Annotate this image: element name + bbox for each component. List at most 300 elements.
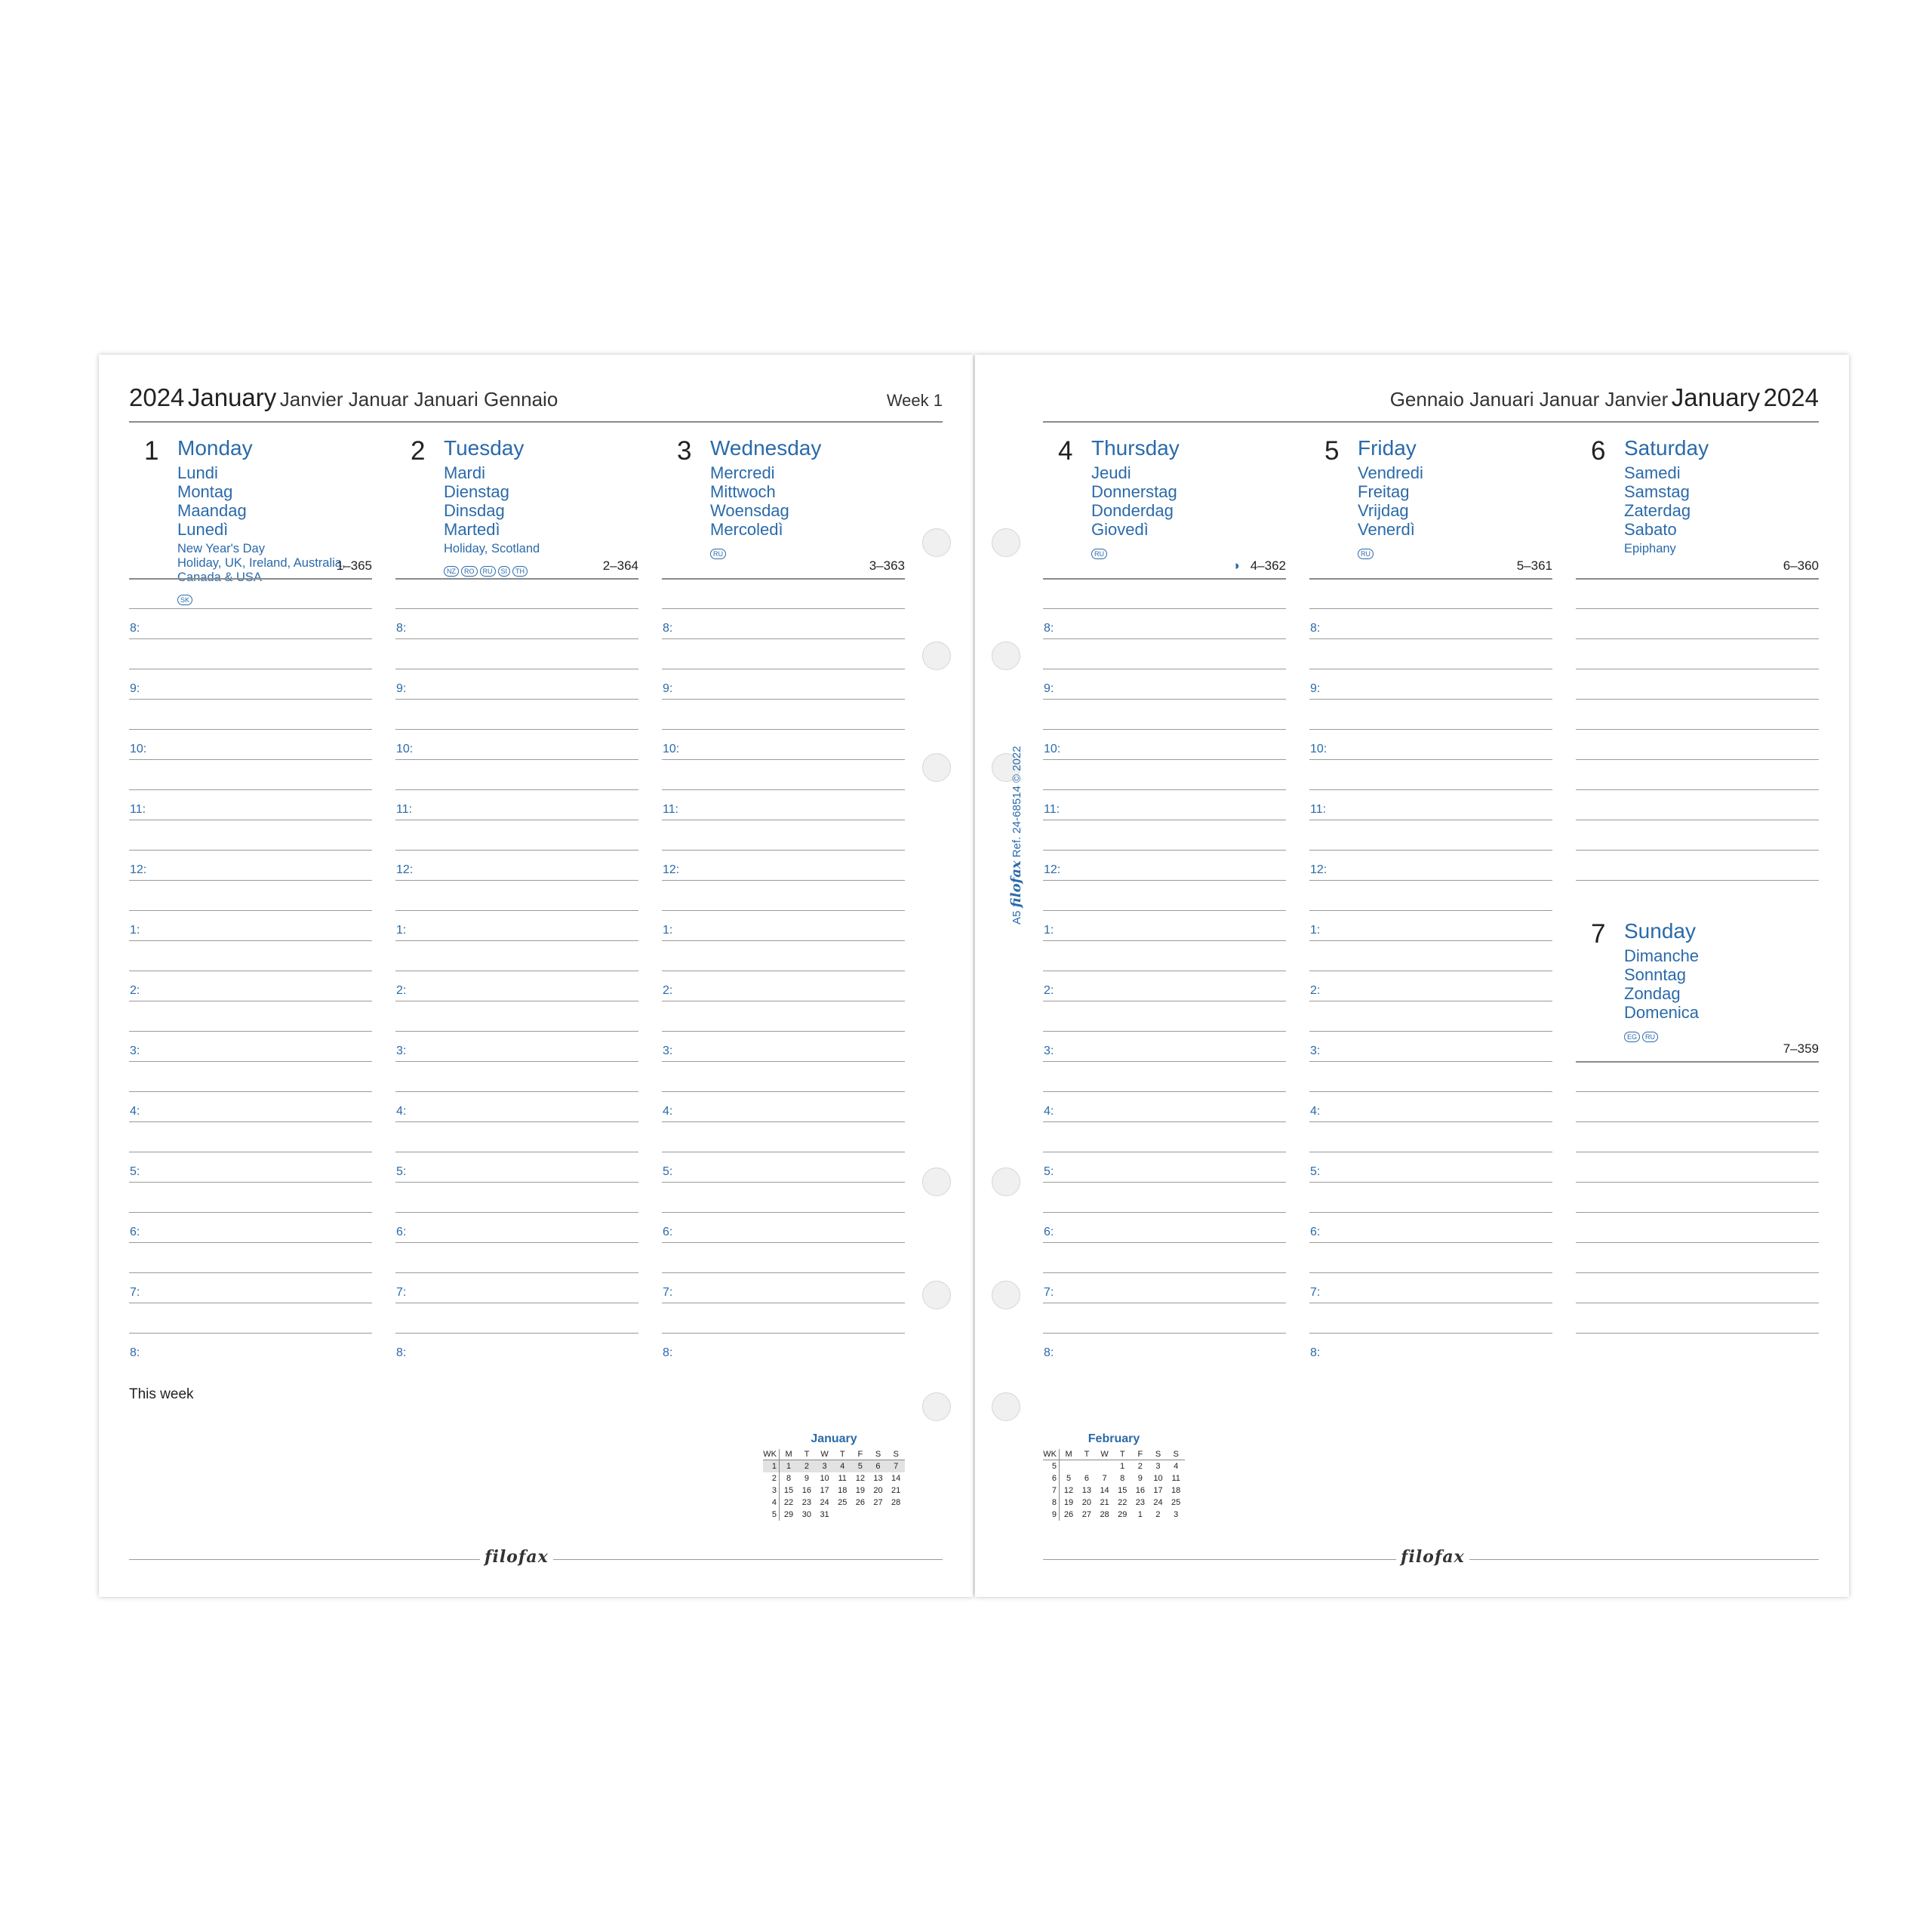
hour-label: 1: [130, 924, 140, 937]
day-translation: Sabato [1624, 520, 1677, 539]
writing-line [395, 1182, 638, 1183]
writing-line [395, 1272, 638, 1273]
mini-calendar-header: W [816, 1449, 834, 1460]
mini-calendar-day: 17 [820, 1486, 829, 1495]
day-translation: Dienstag [444, 482, 509, 501]
writing-line [129, 880, 372, 881]
mini-calendar-day [887, 1509, 905, 1521]
mini-calendar-day: 16 [801, 1486, 812, 1495]
day-translation: Mercredi [710, 463, 775, 482]
day-translation: Donnerstag [1091, 482, 1177, 501]
day-count-value: 3–363 [869, 558, 905, 573]
hour-label: 11: [1310, 803, 1327, 816]
binder-hole [922, 1392, 951, 1421]
writing-line [662, 699, 905, 700]
country-badge: RU [1091, 549, 1107, 559]
writing-line [1043, 729, 1286, 730]
writing-line [395, 1061, 638, 1062]
writing-line [1043, 1242, 1286, 1243]
day-notes [444, 542, 540, 556]
filofax-logo: filofax [1396, 1547, 1469, 1567]
writing-line [1043, 1272, 1286, 1273]
month-translations: Janvier Januar Januari Gennaio [279, 388, 558, 411]
mini-calendar-day: 8 [786, 1474, 792, 1483]
day-name: Tuesday [444, 436, 525, 460]
mini-calendar-day: 7 [1102, 1474, 1107, 1483]
hour-label: 4: [663, 1105, 673, 1118]
writing-line [395, 608, 638, 609]
writing-line [1309, 1121, 1552, 1122]
day-translation: Mittwoch [710, 482, 776, 501]
day-count [1783, 558, 1819, 574]
writing-line [1043, 1182, 1286, 1183]
day-translation: Martedì [444, 520, 500, 539]
day-count [603, 558, 638, 574]
binder-hole [922, 528, 951, 557]
hour-label: 3: [1044, 1044, 1054, 1057]
hour-label: 10: [663, 743, 680, 755]
day-count-value: 7–359 [1783, 1041, 1819, 1056]
mini-calendar-header: T [1113, 1449, 1131, 1460]
country-badge: NZ [444, 566, 459, 577]
binder-hole [992, 1281, 1020, 1309]
hour-label: 3: [396, 1044, 407, 1057]
mini-calendar-day: 16 [1135, 1486, 1145, 1495]
day-translations [1624, 463, 1690, 572]
mini-calendar-header: T [833, 1449, 851, 1460]
hour-label: 1: [1310, 924, 1321, 937]
writing-line [395, 789, 638, 790]
day-column-wednesday [662, 421, 905, 1357]
country-badge: RU [1642, 1032, 1658, 1042]
writing-line [1309, 1212, 1552, 1213]
day-header-separator [1576, 578, 1819, 580]
writing-line [662, 1272, 905, 1273]
country-badge: SK [177, 595, 192, 605]
mini-calendar-header: S [1167, 1449, 1185, 1460]
right-page [975, 355, 1849, 1597]
month: January [187, 383, 277, 411]
hour-label: 2: [396, 984, 407, 997]
writing-line [1043, 789, 1286, 790]
writing-line [1043, 850, 1286, 851]
writing-line [1576, 608, 1819, 609]
writing-line [1309, 729, 1552, 730]
hour-label: 6: [663, 1226, 673, 1238]
hour-label: 6: [1044, 1226, 1054, 1238]
mini-calendar-day: 3 [816, 1460, 834, 1473]
writing-line [1309, 1272, 1552, 1273]
hour-label: 9: [1044, 682, 1054, 695]
mini-calendar-february [1043, 1432, 1185, 1521]
left-page-title [129, 383, 558, 412]
hour-label: 4: [1310, 1105, 1321, 1118]
hour-label: 10: [1044, 743, 1061, 755]
mini-calendar-day: 6 [869, 1460, 888, 1473]
writing-line [129, 1061, 372, 1062]
country-badges [1624, 558, 1690, 572]
writing-line [395, 940, 638, 941]
writing-line [129, 729, 372, 730]
mini-calendar-day: 13 [873, 1474, 883, 1483]
mini-calendar-week: 3 [763, 1484, 780, 1497]
ref-number: Ref. 24-68514 [1011, 786, 1023, 858]
day-translation: Montag [177, 482, 233, 501]
hour-label: 1: [1044, 924, 1054, 937]
writing-line [1309, 1091, 1552, 1092]
writing-line [129, 910, 372, 911]
writing-line [1576, 699, 1819, 700]
mini-calendar-day: 26 [1063, 1510, 1074, 1519]
hour-label: 5: [1044, 1165, 1054, 1178]
hour-label: 12: [1044, 863, 1061, 876]
writing-line [1576, 729, 1819, 730]
mini-calendar-week: 8 [1043, 1497, 1060, 1509]
reference-text [1008, 746, 1024, 924]
hour-label: 2: [663, 984, 673, 997]
hour-label: 9: [130, 682, 140, 695]
binder-hole [922, 1168, 951, 1196]
writing-line [1309, 608, 1552, 609]
mini-calendar-header: M [780, 1449, 798, 1460]
mini-calendar-day: 11 [1171, 1474, 1180, 1483]
writing-line [1043, 608, 1286, 609]
country-badges [444, 558, 540, 575]
mini-calendar-day [869, 1509, 888, 1521]
day-translation: Zaterdag [1624, 501, 1691, 520]
mini-calendar-header: W [1096, 1449, 1114, 1460]
mini-calendar-header: WK [763, 1449, 780, 1460]
binder-hole [992, 1392, 1020, 1421]
country-badges [177, 587, 346, 604]
writing-line [1043, 880, 1286, 881]
day-count-value: 1–365 [336, 558, 372, 573]
day-translation: Jeudi [1091, 463, 1131, 482]
mini-calendar-day: 29 [1118, 1510, 1128, 1519]
mini-calendar-day: 25 [838, 1498, 848, 1507]
day-translation: Freitag [1358, 482, 1410, 501]
day-count [337, 558, 372, 574]
mini-calendar-day: 11 [838, 1474, 847, 1483]
writing-line [129, 638, 372, 639]
mini-calendar-day: 15 [783, 1486, 794, 1495]
writing-line [395, 1333, 638, 1334]
mini-calendar-week: 9 [1043, 1509, 1060, 1521]
mini-calendar-january [763, 1432, 905, 1521]
day-translation: Giovedì [1091, 520, 1149, 539]
day-name: Monday [177, 436, 253, 460]
mini-calendar-day: 2 [798, 1460, 816, 1473]
writing-line [1576, 759, 1819, 760]
hour-label: 1: [663, 924, 673, 937]
writing-line [1309, 1242, 1552, 1243]
writing-line [1043, 759, 1286, 760]
binder-hole [922, 753, 951, 782]
mini-calendar-header: S [869, 1449, 888, 1460]
writing-line [395, 699, 638, 700]
day-count [869, 558, 905, 574]
writing-line [1043, 699, 1286, 700]
hour-label: 2: [1044, 984, 1054, 997]
hour-label: 3: [1310, 1044, 1321, 1057]
hour-label: 8: [130, 622, 140, 635]
mini-calendar-title: February [1088, 1432, 1140, 1445]
country-badges [1091, 541, 1177, 558]
mini-calendar-day: 10 [820, 1474, 829, 1483]
mini-calendar-day: 21 [891, 1486, 901, 1495]
mini-calendar-header: M [1060, 1449, 1078, 1460]
day-count [1783, 1041, 1819, 1057]
writing-line [395, 759, 638, 760]
writing-line [395, 880, 638, 881]
day-count-value: 6–360 [1783, 558, 1819, 573]
writing-line [1043, 1061, 1286, 1062]
writing-line [395, 729, 638, 730]
day-count-value: 5–361 [1516, 558, 1552, 573]
hour-label: 8: [1310, 622, 1321, 635]
writing-line [662, 1061, 905, 1062]
writing-line [1576, 1272, 1819, 1273]
mini-calendar-week: 1 [763, 1460, 780, 1473]
writing-line [1309, 1182, 1552, 1183]
day-translation: Maandag [177, 501, 247, 520]
mini-calendar-day: 13 [1081, 1486, 1092, 1495]
mini-calendar-day: 22 [1118, 1498, 1128, 1507]
hour-label: 12: [663, 863, 680, 876]
writing-line [395, 1091, 638, 1092]
day-translation: Sonntag [1624, 965, 1686, 984]
writing-line [1043, 638, 1286, 639]
writing-line [1576, 1333, 1819, 1334]
day-number: 3 [677, 436, 692, 466]
hour-label: 7: [130, 1286, 140, 1299]
day-name: Saturday [1624, 436, 1709, 460]
day-translation: Dimanche [1624, 946, 1700, 965]
binder-hole [922, 641, 951, 670]
writing-line [1576, 789, 1819, 790]
day-column-saturday [1576, 421, 1819, 904]
mini-calendar-day: 7 [887, 1460, 905, 1473]
writing-line [1309, 880, 1552, 881]
mini-calendar-week: 5 [763, 1509, 780, 1521]
writing-line [662, 1242, 905, 1243]
hour-label: 9: [1310, 682, 1321, 695]
mini-calendar-day: 6 [1084, 1474, 1089, 1483]
mini-calendar-day: 30 [801, 1510, 812, 1519]
writing-line [129, 759, 372, 760]
country-badge: RU [710, 549, 726, 559]
mini-calendar-day: 31 [820, 1510, 829, 1519]
hour-label: 8: [396, 622, 407, 635]
day-count-value: 2–364 [602, 558, 638, 573]
mini-calendar-header: T [1078, 1449, 1096, 1460]
hour-label: 5: [396, 1165, 407, 1178]
mini-calendar-day [1078, 1460, 1096, 1473]
hour-label: 4: [396, 1105, 407, 1118]
day-translation: Dinsdag [444, 501, 505, 520]
country-badges [1358, 541, 1423, 558]
writing-line [129, 850, 372, 851]
mini-calendar-day: 10 [1153, 1474, 1163, 1483]
writing-line [662, 789, 905, 790]
writing-line [1576, 1242, 1819, 1243]
year: 2024 [1763, 383, 1819, 411]
writing-line [129, 1212, 372, 1213]
mini-calendar-day: 12 [1063, 1486, 1074, 1495]
mini-calendar-week: 6 [1043, 1472, 1060, 1484]
mini-calendar-day: 29 [783, 1510, 794, 1519]
hour-label: 8: [130, 1346, 140, 1359]
hour-label: 7: [1044, 1286, 1054, 1299]
this-week-label: This week [129, 1386, 194, 1402]
day-number: 7 [1591, 919, 1606, 949]
hour-label: 11: [396, 803, 413, 816]
mini-calendar-day: 1 [1120, 1462, 1125, 1471]
right-page-header [1043, 379, 1819, 423]
day-header-separator [129, 578, 372, 580]
day-count [1232, 558, 1286, 574]
mini-calendar-header: F [851, 1449, 869, 1460]
mini-calendar-day: 18 [838, 1486, 848, 1495]
hour-label: 8: [663, 622, 673, 635]
day-header-separator [1309, 578, 1552, 580]
mini-calendar-day: 14 [1100, 1486, 1109, 1495]
day-header-separator [395, 578, 638, 580]
day-header-separator [1576, 1061, 1819, 1063]
mini-calendar-grid [1043, 1449, 1185, 1521]
mini-calendar-day: 5 [1066, 1474, 1072, 1483]
hour-label: 9: [396, 682, 407, 695]
mini-calendar-day [1096, 1460, 1114, 1473]
day-translations [177, 463, 346, 604]
day-translation: Donderdag [1091, 501, 1174, 520]
day-note: Holiday, Scotland [444, 542, 540, 555]
day-name: Thursday [1091, 436, 1180, 460]
mini-calendar-week: 7 [1043, 1484, 1060, 1497]
day-column-thursday [1043, 421, 1286, 1357]
binder-hole [992, 1168, 1020, 1196]
hour-label: 5: [130, 1165, 140, 1178]
day-number: 1 [144, 436, 159, 466]
day-name: Friday [1358, 436, 1417, 460]
writing-line [1309, 940, 1552, 941]
mini-calendar-day: 23 [801, 1498, 812, 1507]
mini-calendar-day: 17 [1153, 1486, 1163, 1495]
left-page-header [129, 379, 943, 423]
mini-calendar-week: 2 [763, 1472, 780, 1484]
hour-label: 6: [396, 1226, 407, 1238]
moon-phase-icon: ◑ [1232, 558, 1240, 573]
writing-line [662, 1182, 905, 1183]
writing-line [1309, 1031, 1552, 1032]
country-badge: SI [498, 566, 511, 577]
mini-calendar-title: January [811, 1432, 857, 1445]
writing-line [1309, 759, 1552, 760]
hour-label: 7: [663, 1286, 673, 1299]
hour-label: 2: [130, 984, 140, 997]
hour-label: 8: [396, 1346, 407, 1359]
writing-line [1576, 1182, 1819, 1183]
country-badge: RU [480, 566, 496, 577]
hour-label: 6: [130, 1226, 140, 1238]
binder-hole [992, 641, 1020, 670]
writing-line [662, 910, 905, 911]
day-column-friday [1309, 421, 1552, 1357]
day-translation: Vrijdag [1358, 501, 1409, 520]
writing-line [129, 1242, 372, 1243]
mini-calendar-day: 25 [1171, 1498, 1181, 1507]
mini-calendar-week: 4 [763, 1497, 780, 1509]
day-translations [710, 463, 789, 558]
day-number: 4 [1058, 436, 1073, 466]
hour-label: 3: [663, 1044, 673, 1057]
mini-calendar-day: 18 [1171, 1486, 1181, 1495]
country-badge: RO [461, 566, 478, 577]
day-note: New Year's Day [177, 542, 265, 555]
day-number: 5 [1324, 436, 1340, 466]
hour-label: 5: [1310, 1165, 1321, 1178]
day-translations [1624, 946, 1700, 1041]
writing-line [1309, 699, 1552, 700]
writing-line [129, 1272, 372, 1273]
day-column-monday [129, 421, 372, 1357]
hour-label: 11: [130, 803, 146, 816]
writing-line [1309, 910, 1552, 911]
day-count-value: 4–362 [1250, 558, 1286, 573]
mini-calendar-week: 5 [1043, 1460, 1060, 1473]
writing-line [395, 1212, 638, 1213]
binder-hole [992, 528, 1020, 557]
mini-calendar-day: 12 [855, 1474, 865, 1483]
writing-line [662, 759, 905, 760]
writing-line [1576, 638, 1819, 639]
hour-label: 12: [1310, 863, 1327, 876]
day-name: Sunday [1624, 919, 1696, 943]
hour-label: 1: [396, 924, 407, 937]
day-translation: Venerdì [1358, 520, 1415, 539]
ref-copyright: © 2022 [1011, 746, 1023, 783]
writing-line [1576, 850, 1819, 851]
ref-size: A5 [1011, 910, 1023, 924]
day-translation: Samstag [1624, 482, 1690, 501]
writing-line [1309, 638, 1552, 639]
mini-calendar-day: 3 [1155, 1462, 1161, 1471]
day-translations [1091, 463, 1177, 558]
day-translation: Zondag [1624, 984, 1681, 1003]
writing-line [395, 638, 638, 639]
writing-line [662, 880, 905, 881]
day-note: Holiday, UK, Ireland, Australia, [177, 556, 346, 570]
writing-line [662, 1031, 905, 1032]
mini-calendar-day: 28 [1100, 1510, 1109, 1519]
writing-line [662, 850, 905, 851]
day-column-sunday [1576, 904, 1819, 1357]
writing-line [129, 1121, 372, 1122]
hour-label: 8: [1310, 1346, 1321, 1359]
mini-calendar-day: 9 [804, 1474, 809, 1483]
filofax-logo: filofax [480, 1547, 553, 1567]
writing-line [129, 940, 372, 941]
writing-line [662, 638, 905, 639]
mini-calendar-day: 27 [873, 1498, 883, 1507]
country-badges [710, 541, 789, 558]
hour-label: 7: [1310, 1286, 1321, 1299]
mini-calendar-header: S [1149, 1449, 1168, 1460]
hour-label: 2: [1310, 984, 1321, 997]
country-badge: EG [1624, 1032, 1640, 1042]
mini-calendar-day: 4 [1174, 1462, 1179, 1471]
day-note: Epiphany [1624, 542, 1676, 555]
